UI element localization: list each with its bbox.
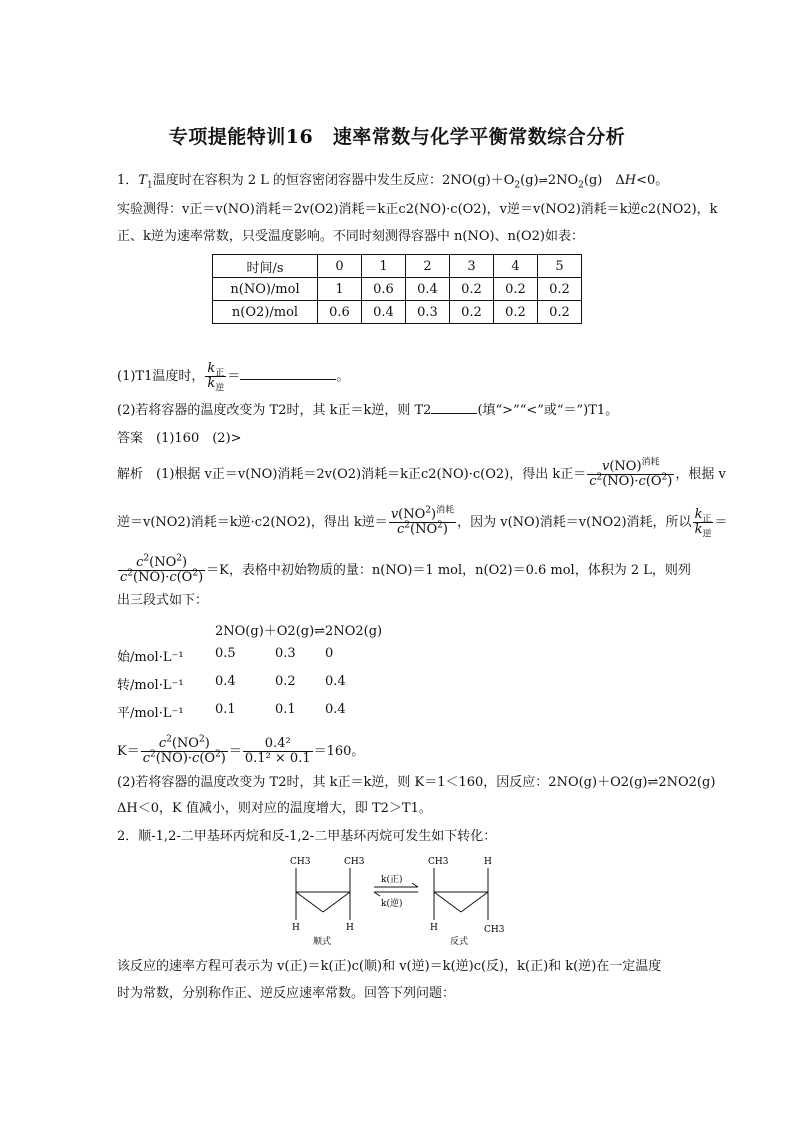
- table-cell: 0.4: [406, 278, 450, 301]
- table-time-cell: 4: [494, 255, 538, 278]
- cis-ch3-right: CH3: [344, 857, 365, 867]
- k-forward-label: k(正): [381, 875, 403, 885]
- table-row-label: n(O2)/mol: [213, 301, 318, 324]
- table-time-cell: 5: [538, 255, 582, 278]
- equilibrium-fraction: $\frac{c^2(NO^2)}{c^2(NO)\cdot c(O^2)}$: [120, 553, 204, 585]
- table-cell: 0.6: [362, 278, 406, 301]
- q2-text2: 时为常数，分别称作正、逆反应速率常数。回答下列问题：: [117, 986, 456, 1001]
- table-cell: 0.2: [450, 278, 494, 301]
- stage-value: 0.1: [275, 702, 296, 717]
- k-equals: ＝: [228, 744, 242, 759]
- trans-ch3-top: CH3: [428, 857, 449, 867]
- q2-text1: 该反应的速率方程可表示为 v(正)＝k(正)c(顺)和 v(逆)＝k(逆)c(反)，k(正)和 k(逆)在一定温度: [117, 959, 662, 974]
- table-cell: 0.2: [494, 301, 538, 324]
- table-row-label: n(NO)/mol: [213, 278, 318, 301]
- q1-line2: 实验测得：v正＝v(NO)消耗＝2v(O2)消耗＝k正c2(NO)·c(O2)，v逆＝v(NO2)消耗＝k逆c2(NO2)，k: [117, 202, 718, 217]
- q1-part1: [117, 361, 350, 394]
- table-time-cell: 0: [318, 255, 362, 278]
- stage-value: 0.2: [275, 674, 296, 689]
- k-reverse-fraction: $\frac{v(NO^2)^{消耗}}{c^2(NO^2)}$: [390, 505, 455, 537]
- stage-equation: 2NO(g)＋O2(g)⇌2NO2(g): [215, 624, 383, 639]
- stage-value: 0.4: [325, 702, 346, 717]
- cis-label: 顺式: [313, 937, 332, 947]
- data-table: [212, 254, 582, 324]
- table-cell: 0.2: [538, 278, 582, 301]
- q1-tail: <0。: [636, 173, 669, 188]
- q1-number: 1．: [117, 173, 139, 188]
- k-number-fraction: $\frac{\text{0.4²}}{\text{0.1² × 0.1}}$: [244, 736, 311, 766]
- q1-text2: (g): [520, 173, 539, 188]
- q1-text: 温度时在容积为 2 L 的恒容密闭容器中发生反应：2NO(g)＋O: [152, 173, 515, 188]
- analysis-line4: 出三段式如下：: [117, 593, 209, 608]
- page-title: 专项提能特训16 速率常数与化学平衡常数综合分析: [168, 126, 626, 148]
- table-cell: 0.2: [450, 301, 494, 324]
- part1-equals: ＝: [227, 369, 241, 384]
- table-cell: 0.2: [494, 278, 538, 301]
- table-cell: 0.3: [406, 301, 450, 324]
- trans-ch3-bottom: CH3: [484, 925, 505, 935]
- analysis2-mid: ，因为 v(NO)消耗＝v(NO2)消耗，所以: [457, 515, 692, 530]
- stage-value: 0.4: [325, 674, 346, 689]
- analysis-line3: [117, 553, 691, 585]
- table-time-cell: 2: [406, 255, 450, 278]
- q1-line1: 1．$T_1$温度时在容积为 2 L 的恒容密闭容器中发生反应：$2NO(g)+O_2(g)\rightleftharpoons 2NO_2(g)$ ΔH<0。: [117, 173, 669, 191]
- table-header-row: [213, 255, 582, 278]
- table-cell: 0.4: [362, 301, 406, 324]
- q1-text3: 2NO: [547, 173, 579, 188]
- analysis-line2: [117, 505, 728, 540]
- table-row: [213, 301, 582, 324]
- analysis3-text: ＝K，表格中初始物质的量：n(NO)＝1 mol，n(O2)＝0.6 mol，体积为 2 L，则列: [206, 563, 691, 578]
- temp-symbol: T: [138, 173, 147, 188]
- part1-text: (1)T1温度时，: [117, 369, 205, 384]
- temp-subscript: 1: [146, 180, 153, 191]
- part2-analysis-2: ΔH＜0，K 值减小，则对应的温度增大，即 T2＞T1。: [117, 801, 432, 816]
- part2-analysis-1: (2)若将容器的温度改变为 T2时，其 k正＝k逆，则 K＝1＜160，因反应：2NO(g)＋O2(g)⇌2NO2(g): [117, 775, 716, 790]
- table-cell: 0.6: [318, 301, 362, 324]
- trans-label: 反式: [450, 937, 469, 947]
- analysis1-tail: ，根据 v: [675, 467, 726, 482]
- table-row: [213, 278, 582, 301]
- table-cell: 1: [318, 278, 362, 301]
- q1-part2: [117, 401, 618, 420]
- table-header-label: 时间/s: [213, 255, 318, 278]
- k-ratio-fraction: $\frac{k_正}{k_逆}$: [207, 361, 225, 394]
- enthalpy-symbol: H: [624, 173, 637, 188]
- table-time-cell: 1: [362, 255, 406, 278]
- analysis2-text: 逆＝v(NO2)消耗＝k逆·c2(NO2)，得出 k逆＝: [117, 515, 388, 530]
- trans-h-top: H: [484, 857, 492, 867]
- answer-line: 答案 (1)160 (2)>: [117, 431, 242, 446]
- table-cell: 0.2: [538, 301, 582, 324]
- stage-value: 0.5: [215, 646, 236, 661]
- stage-value: 0.1: [215, 702, 236, 717]
- analysis2-equals: ＝: [714, 515, 728, 530]
- cis-ch3-left: CH3: [290, 857, 311, 867]
- part2-tail: (填“>”“<”或“＝”)T1。: [477, 403, 619, 418]
- stage-label: 始/mol·L⁻¹: [117, 650, 184, 665]
- stage-value: 0.3: [275, 646, 296, 661]
- part1-end: 。: [336, 369, 350, 384]
- answer-blank-2[interactable]: [431, 401, 477, 414]
- cis-h-left: H: [292, 923, 300, 933]
- analysis-line1: [117, 457, 726, 489]
- q1-line3: 正、k逆为速率常数，只受温度影响。不同时刻测得容器中 n(NO)、n(O2)如表：: [117, 229, 585, 244]
- stage-value: 0.4: [215, 674, 236, 689]
- q1-text4: (g) Δ: [583, 173, 625, 188]
- k-formula-fraction: $\frac{c^2(NO^2)}{c^2(NO)\cdot c(O^2)}$: [142, 734, 226, 766]
- part2-text: (2)若将容器的温度改变为 T2时，其 k正＝k逆，则 T2: [117, 403, 432, 418]
- k-label: K＝: [117, 744, 140, 759]
- isomer-diagram: [280, 852, 520, 948]
- k-result: ＝160。: [313, 744, 365, 759]
- analysis1-text: 解析 (1)根据 v正＝v(NO)消耗＝2v(O2)消耗＝k正c2(NO)·c(O2)，得出 k正＝: [117, 467, 587, 482]
- stage-label: 转/mol·L⁻¹: [117, 678, 184, 693]
- trans-h-bottom: H: [430, 923, 438, 933]
- q2-intro: 2．顺-1,2-二甲基环丙烷和反-1,2-二甲基环丙烷可发生如下转化：: [117, 829, 497, 844]
- stage-label: 平/mol·L⁻¹: [117, 706, 184, 721]
- k-calc-line: [117, 734, 365, 766]
- k-forward-fraction: $\frac{v(NO)^{消耗}}{c^2(NO)\cdot c(O^2)}$: [589, 457, 673, 489]
- k-ratio-fraction-2: $\frac{k_正}{k_逆}$: [694, 507, 712, 540]
- table-time-cell: 3: [450, 255, 494, 278]
- answer-blank-1[interactable]: [240, 367, 336, 380]
- stage-value: 0: [325, 646, 334, 661]
- cis-h-right: H: [346, 923, 354, 933]
- k-reverse-label: k(逆): [381, 899, 403, 909]
